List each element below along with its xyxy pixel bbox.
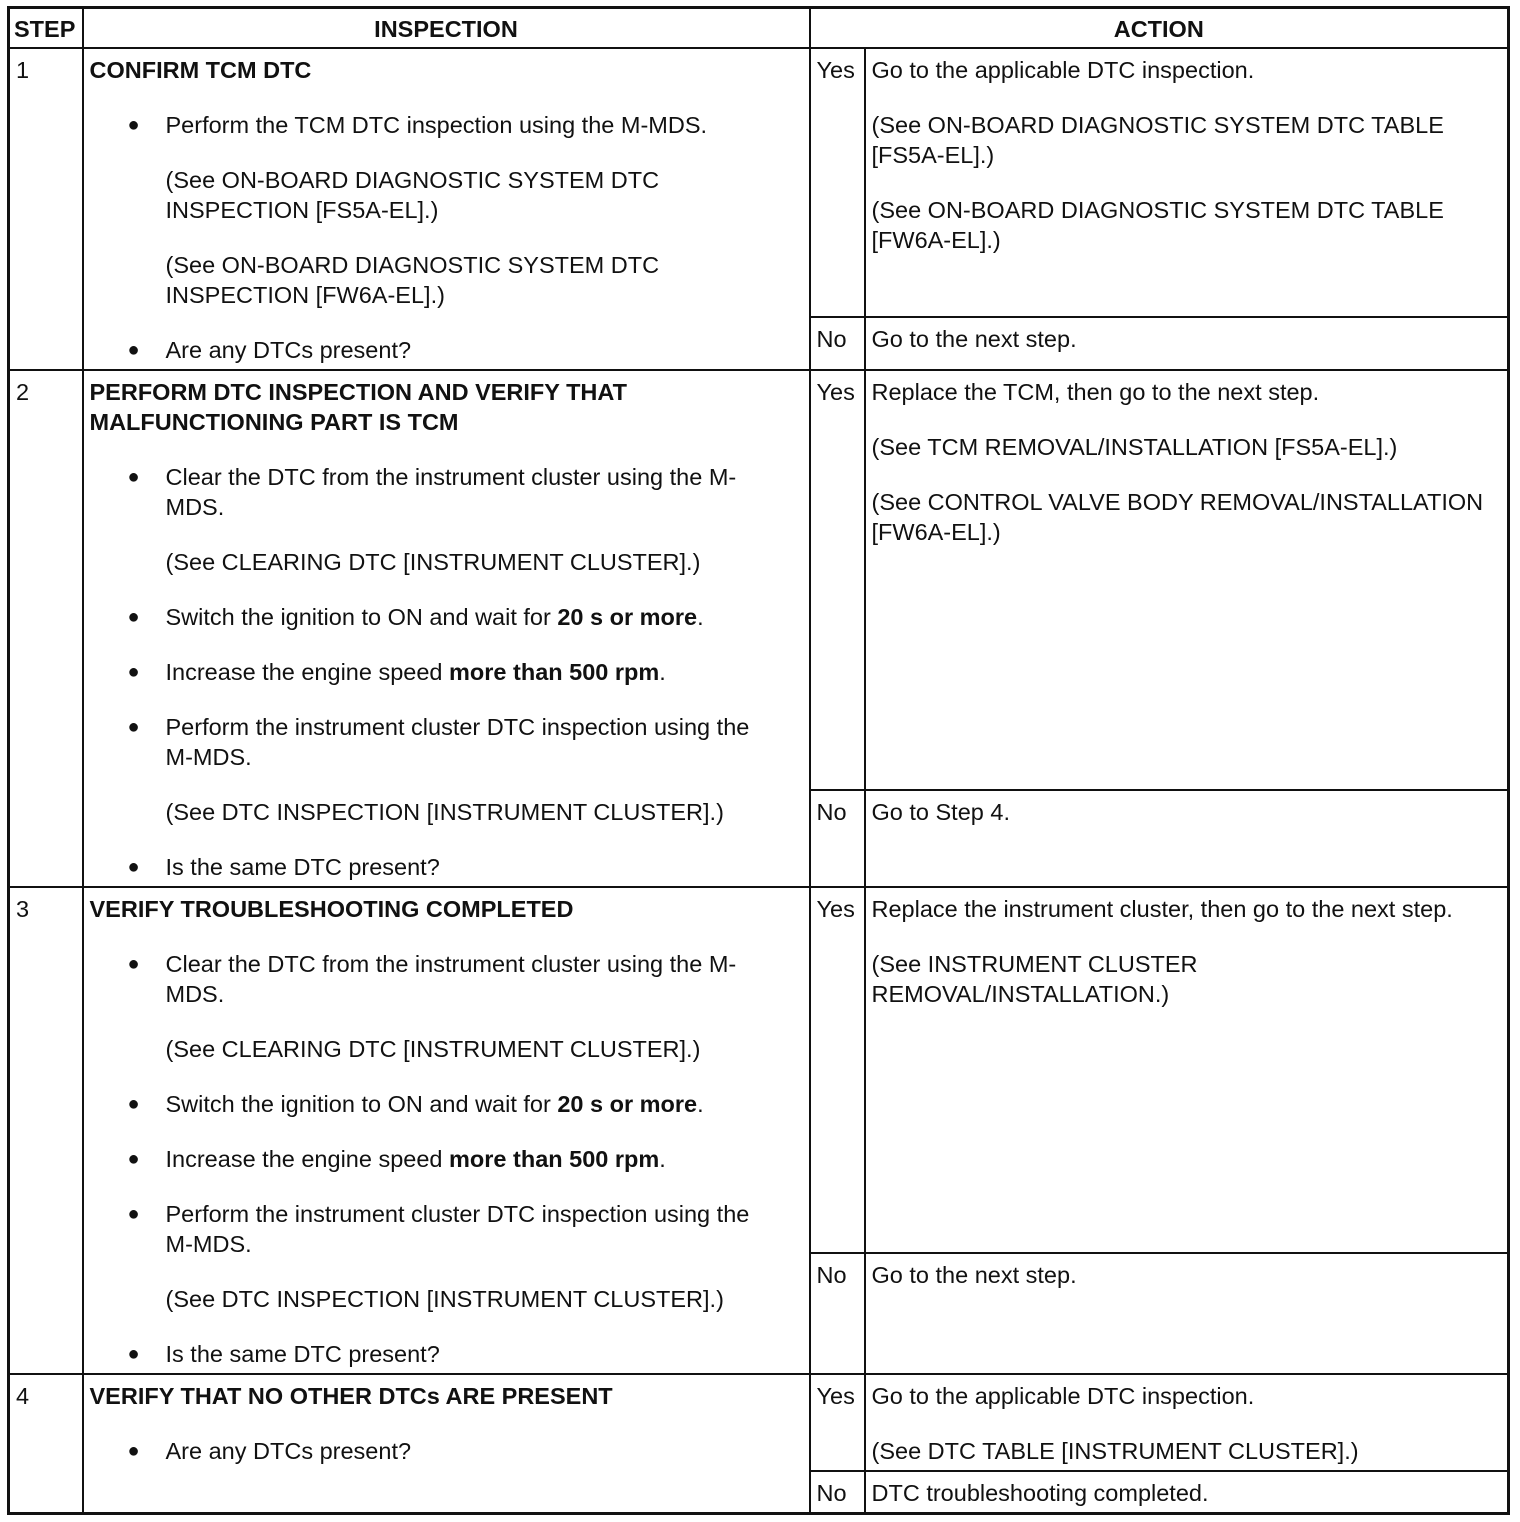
reference-note: (See ON-BOARD DIAGNOSTIC SYSTEM DTC INSPECTION [FW6A-EL].)	[165, 252, 660, 308]
yes-action	[865, 48, 1509, 317]
yes-label: Yes	[810, 370, 865, 790]
bullet-text: Perform the TCM DTC inspection using the M-MDS.	[165, 112, 708, 138]
diagnostic-table	[7, 6, 1510, 1515]
step-number: 1	[9, 48, 83, 370]
step-row-yes	[9, 1374, 1509, 1471]
bullet-text-pre: Increase the engine speed	[165, 1146, 450, 1172]
inspection-bullet	[90, 1339, 803, 1369]
no-label: No	[810, 1471, 865, 1514]
no-label: No	[810, 317, 865, 370]
bullet-text-post: .	[659, 659, 666, 685]
bullet-text: Is the same DTC present?	[165, 1341, 440, 1367]
bullet-text	[166, 602, 803, 632]
action-text: Go to the next step.	[871, 1262, 1077, 1289]
bullet-text-pre: Switch the ignition to ON and wait for	[165, 1091, 558, 1117]
inspection-bullet	[90, 712, 803, 772]
bullet-dot-icon: ●	[127, 606, 140, 628]
action-text: Go to Step 4.	[871, 799, 1010, 826]
step-title: VERIFY TROUBLESHOOTING COMPLETED	[89, 896, 574, 922]
bullet-text: Are any DTCs present?	[165, 1438, 412, 1464]
step-title: PERFORM DTC INSPECTION AND VERIFY THAT MALFUNCTIONING PART IS TCM	[89, 379, 627, 435]
bullet-text: Is the same DTC present?	[165, 854, 440, 880]
action-text: DTC troubleshooting completed.	[871, 1480, 1209, 1506]
bullet-text: Perform the instrument cluster DTC inspection using the M-MDS.	[165, 1201, 750, 1257]
bullet-text: Perform the instrument cluster DTC inspection using the M-MDS.	[165, 714, 750, 770]
bullet-dot-icon: ●	[127, 716, 140, 738]
bullet-text-post: .	[659, 1146, 666, 1172]
reference-note: (See ON-BOARD DIAGNOSTIC SYSTEM DTC TABLE [FS5A-EL].)	[871, 112, 1444, 168]
inspection-header: INSPECTION	[83, 8, 810, 49]
reference-note: (See CLEARING DTC [INSTRUMENT CLUSTER].)	[165, 549, 701, 575]
action-text: Go to the next step.	[871, 326, 1077, 353]
no-action	[865, 790, 1509, 887]
bullet-text-bold: more than 500 rpm	[449, 1146, 660, 1172]
bullet-dot-icon: ●	[127, 661, 140, 683]
inspection-bullet	[90, 1144, 803, 1174]
reference-note: (See ON-BOARD DIAGNOSTIC SYSTEM DTC INSPECTION [FS5A-EL].)	[165, 167, 660, 223]
no-action	[865, 1253, 1509, 1374]
step-header: STEP	[9, 8, 83, 49]
bullet-text	[166, 1144, 803, 1174]
inspection-bullet	[90, 657, 803, 687]
inspection-cell	[83, 887, 810, 1374]
bullet-dot-icon: ●	[127, 1440, 140, 1462]
reference-note: (See ON-BOARD DIAGNOSTIC SYSTEM DTC TABLE [FW6A-EL].)	[871, 197, 1444, 253]
step-title: CONFIRM TCM DTC	[89, 57, 312, 83]
inspection-bullet	[90, 852, 803, 882]
bullet-text	[166, 1089, 803, 1119]
inspection-cell	[83, 370, 810, 887]
yes-label: Yes	[810, 887, 865, 1253]
bullet-dot-icon: ●	[127, 1203, 140, 1225]
action-text: Go to the applicable DTC inspection.	[871, 57, 1255, 83]
bullet-dot-icon: ●	[127, 466, 140, 488]
action-text: Replace the TCM, then go to the next step.	[871, 379, 1320, 405]
bullet-text-pre: Switch the ignition to ON and wait for	[165, 604, 558, 630]
action-text: Replace the instrument cluster, then go to the next step.	[871, 896, 1453, 922]
bullet-text-bold: 20 s or more	[557, 1091, 698, 1117]
bullet-dot-icon: ●	[127, 953, 140, 975]
bullet-text-pre: Increase the engine speed	[165, 659, 450, 685]
inspection-bullet	[90, 602, 803, 632]
yes-action	[865, 887, 1509, 1253]
yes-action	[865, 1374, 1509, 1471]
no-action	[865, 1471, 1509, 1514]
step-number: 4	[9, 1374, 83, 1514]
inspection-bullet	[90, 462, 803, 522]
step-row-yes	[9, 48, 1509, 317]
bullet-text: Clear the DTC from the instrument cluster using the M-MDS.	[165, 951, 737, 1007]
reference-note: (See TCM REMOVAL/INSTALLATION [FS5A-EL].)	[871, 434, 1398, 460]
inspection-bullet	[90, 949, 803, 1009]
inspection-bullet	[90, 1436, 803, 1466]
step-row-yes	[9, 887, 1509, 1253]
bullet-dot-icon: ●	[127, 1148, 140, 1170]
inspection-bullet	[90, 1199, 803, 1259]
step-row-yes	[9, 370, 1509, 790]
bullet-dot-icon: ●	[127, 856, 140, 878]
bullet-text-bold: more than 500 rpm	[449, 659, 660, 685]
no-label: No	[810, 1253, 865, 1374]
inspection-cell	[83, 48, 810, 370]
bullet-text: Clear the DTC from the instrument cluster using the M-MDS.	[165, 464, 737, 520]
yes-label: Yes	[810, 48, 865, 317]
inspection-bullet	[90, 110, 803, 140]
bullet-text: Are any DTCs present?	[165, 337, 412, 363]
reference-note: (See DTC INSPECTION [INSTRUMENT CLUSTER].)	[165, 1286, 724, 1312]
reference-note: (See DTC TABLE [INSTRUMENT CLUSTER].)	[871, 1438, 1359, 1464]
header-row	[9, 8, 1509, 49]
yes-label: Yes	[810, 1374, 865, 1471]
bullet-dot-icon: ●	[127, 114, 140, 136]
reference-note: (See INSTRUMENT CLUSTER REMOVAL/INSTALLATION.)	[871, 951, 1198, 1007]
bullet-text	[166, 657, 803, 687]
inspection-cell	[83, 1374, 810, 1514]
reference-note: (See CONTROL VALVE BODY REMOVAL/INSTALLATION [FW6A-EL].)	[871, 489, 1484, 545]
bullet-dot-icon: ●	[127, 1093, 140, 1115]
step-number: 2	[9, 370, 83, 887]
bullet-text-bold: 20 s or more	[557, 604, 698, 630]
yes-action	[865, 370, 1509, 790]
bullet-text-post: .	[697, 1091, 704, 1117]
reference-note: (See DTC INSPECTION [INSTRUMENT CLUSTER].)	[165, 799, 724, 825]
bullet-dot-icon: ●	[127, 339, 140, 361]
no-action	[865, 317, 1509, 370]
action-text: Go to the applicable DTC inspection.	[871, 1383, 1255, 1409]
reference-note: (See CLEARING DTC [INSTRUMENT CLUSTER].)	[165, 1036, 701, 1062]
diagnostic-procedure	[7, 6, 1507, 1515]
step-title: VERIFY THAT NO OTHER DTCs ARE PRESENT	[89, 1383, 613, 1409]
action-header: ACTION	[810, 8, 1509, 49]
inspection-bullet	[90, 1089, 803, 1119]
step-number: 3	[9, 887, 83, 1374]
bullet-text-post: .	[697, 604, 704, 630]
no-label: No	[810, 790, 865, 887]
inspection-bullet	[90, 335, 803, 365]
bullet-dot-icon: ●	[127, 1343, 140, 1365]
